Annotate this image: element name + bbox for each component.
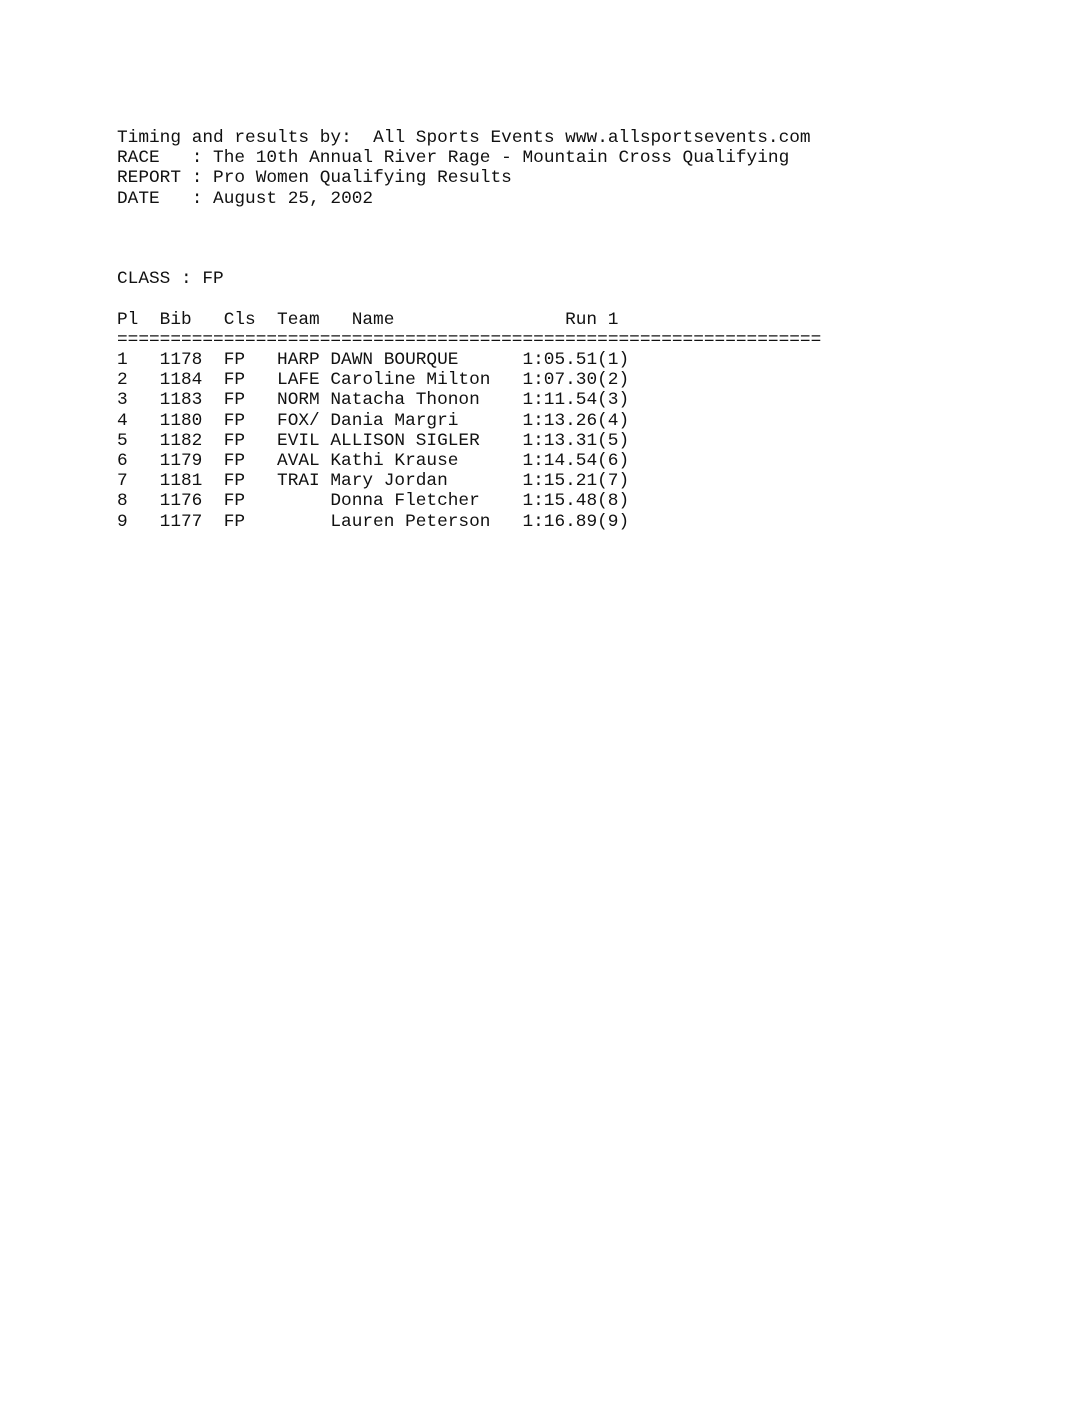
table-rule: ================================================================== <box>117 329 822 350</box>
results-document <box>117 128 1057 532</box>
cell-name: Natacha Thonon <box>330 390 480 411</box>
table-row <box>117 370 1057 390</box>
race-label: RACE <box>117 148 160 169</box>
cell-name: DAWN BOURQUE <box>330 350 459 371</box>
cell-team: EVIL <box>277 430 320 451</box>
cell-team: AVAL <box>277 451 320 472</box>
cell-bib: 1184 <box>159 370 203 391</box>
date-label: DATE <box>117 188 160 209</box>
cell-name: Donna Fletcher <box>330 491 480 512</box>
cell-name: Lauren Peterson <box>330 511 491 532</box>
cell-name: Caroline Milton <box>330 370 491 391</box>
cell-place: 4 <box>117 410 128 431</box>
cell-run1: 1:15.21(7) <box>522 471 630 492</box>
table-row <box>117 390 1057 410</box>
cell-team: HARP <box>277 350 320 371</box>
cell-run1: 1:13.31(5) <box>522 430 630 451</box>
cell-run1: 1:11.54(3) <box>522 390 630 411</box>
cell-place: 3 <box>117 390 128 411</box>
cell-team: FOX/ <box>277 410 320 431</box>
class-line <box>117 269 1057 289</box>
cell-run1: 1:16.89(9) <box>522 511 630 532</box>
cell-bib: 1180 <box>159 410 203 431</box>
column-header-bib: Bib <box>159 309 192 330</box>
cell-team: LAFE <box>277 370 320 391</box>
cell-class: FP <box>223 410 246 431</box>
class-label: CLASS <box>117 269 171 290</box>
cell-bib: 1182 <box>159 430 203 451</box>
cell-place: 6 <box>117 451 128 472</box>
cell-bib: 1177 <box>159 511 203 532</box>
report-value: Pro Women Qualifying Results <box>213 168 512 189</box>
cell-bib: 1181 <box>159 471 203 492</box>
column-header-team: Team <box>277 309 320 330</box>
cell-class: FP <box>223 471 246 492</box>
race-line <box>117 148 1057 168</box>
cell-run1: 1:14.54(6) <box>522 451 630 472</box>
column-header-run1: Run 1 <box>565 309 619 330</box>
cell-place: 1 <box>117 350 128 371</box>
cell-name: Kathi Krause <box>330 451 459 472</box>
date-separator: : <box>191 188 203 209</box>
cell-place: 9 <box>117 511 128 532</box>
race-value: The 10th Annual River Rage - Mountain Cross Qualifying <box>213 148 790 169</box>
date-line <box>117 189 1057 209</box>
table-header <box>117 310 1057 330</box>
cell-class: FP <box>223 390 246 411</box>
cell-class: FP <box>223 491 246 512</box>
cell-bib: 1179 <box>159 451 203 472</box>
timing-company: All Sports Events www.allsportsevents.com <box>373 128 811 148</box>
cell-run1: 1:05.51(1) <box>522 350 630 371</box>
cell-place: 2 <box>117 370 128 391</box>
cell-class: FP <box>223 451 246 472</box>
table-row <box>117 350 1057 370</box>
table-row <box>117 451 1057 471</box>
cell-team: NORM <box>277 390 320 411</box>
report-label: REPORT <box>117 168 182 189</box>
report-line <box>117 168 1057 188</box>
race-separator: : <box>191 148 203 169</box>
cell-bib: 1178 <box>159 350 203 371</box>
cell-bib: 1183 <box>159 390 203 411</box>
cell-team: TRAI <box>277 471 320 492</box>
table-row <box>117 491 1057 511</box>
cell-run1: 1:13.26(4) <box>522 410 630 431</box>
class-value: FP <box>202 269 224 290</box>
cell-name: Mary Jordan <box>330 471 448 492</box>
table-row <box>117 512 1057 532</box>
column-header-cls: Cls <box>223 309 256 330</box>
report-separator: : <box>191 168 203 189</box>
cell-place: 8 <box>117 491 128 512</box>
cell-class: FP <box>223 370 246 391</box>
column-header-name: Name <box>351 309 395 330</box>
timing-line <box>117 128 1057 148</box>
cell-name: ALLISON SIGLER <box>330 430 480 451</box>
timing-prefix: Timing and results by: <box>117 128 352 148</box>
cell-run1: 1:15.48(8) <box>522 491 630 512</box>
column-header-pl: Pl <box>117 309 139 330</box>
class-separator: : <box>181 269 192 290</box>
results-table-body <box>117 350 1057 532</box>
table-row <box>117 471 1057 491</box>
cell-run1: 1:07.30(2) <box>522 370 630 391</box>
cell-class: FP <box>223 511 246 532</box>
cell-class: FP <box>223 430 246 451</box>
cell-name: Dania Margri <box>330 410 459 431</box>
date-value: August 25, 2002 <box>213 188 374 209</box>
cell-place: 7 <box>117 471 128 492</box>
table-row <box>117 411 1057 431</box>
cell-place: 5 <box>117 430 128 451</box>
table-row <box>117 431 1057 451</box>
cell-bib: 1176 <box>159 491 203 512</box>
cell-class: FP <box>223 350 246 371</box>
